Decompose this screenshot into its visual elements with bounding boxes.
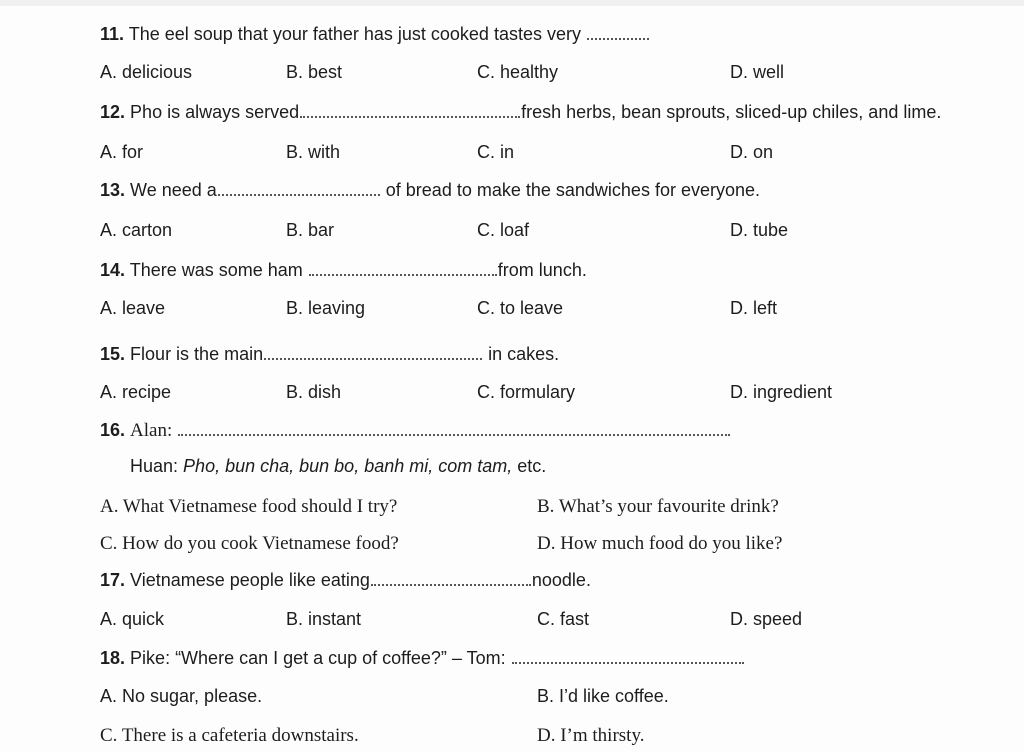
option-b: B. bar <box>286 220 335 240</box>
answer-blank <box>371 570 531 586</box>
option-b: B. dish <box>286 382 342 402</box>
question-text-end: in cakes. <box>483 344 560 364</box>
option-d: D. on <box>730 142 774 162</box>
answer-blank <box>178 420 730 436</box>
question-number: 11. <box>100 24 125 44</box>
question-14 <box>100 258 587 282</box>
question-17 <box>100 568 591 592</box>
option-a: A. recipe <box>100 382 172 402</box>
answer-blank <box>309 260 497 276</box>
option-c: C. There is a cafeteria downstairs. <box>100 725 359 746</box>
question-text: We need a <box>130 180 217 200</box>
option-a: A. What Vietnamese food should I try? <box>100 496 398 517</box>
question-number: 14. <box>100 260 126 280</box>
dialogue-response <box>130 454 546 478</box>
question-18 <box>100 646 745 670</box>
option-d: D. speed <box>730 609 803 629</box>
option-c: C. healthy <box>477 62 559 82</box>
option-a: A. delicious <box>100 62 193 82</box>
option-c: C. to leave <box>477 298 564 318</box>
question-number: 13. <box>100 180 126 200</box>
question-text: Alan: <box>130 420 178 441</box>
question-12 <box>100 100 941 124</box>
question-text: Pike: “Where can I get a cup of coffee?” – Tom: <box>130 648 511 668</box>
option-a: A. for <box>100 142 144 162</box>
option-d: D. left <box>730 298 778 318</box>
option-c: C. fast <box>537 609 590 629</box>
answer-blank <box>587 24 649 40</box>
top-border <box>0 0 1024 6</box>
option-c: C. loaf <box>477 220 530 240</box>
response-text: Pho, bun cha, bun bo, banh mi, com tam, <box>183 456 513 476</box>
option-b: B. leaving <box>286 298 366 318</box>
option-b: B. I’d like coffee. <box>537 686 669 706</box>
option-d: D. tube <box>730 220 789 240</box>
answer-blank <box>300 102 520 118</box>
option-d: D. ingredient <box>730 382 833 402</box>
question-number: 16. <box>100 420 126 440</box>
question-number: 15. <box>100 344 126 364</box>
option-a: A. quick <box>100 609 165 629</box>
question-number: 18. <box>100 648 126 668</box>
option-a: A. carton <box>100 220 173 240</box>
option-d: D. well <box>730 62 785 82</box>
option-b: B. best <box>286 62 343 82</box>
question-text: There was some ham <box>129 260 308 280</box>
option-b: B. with <box>286 142 341 162</box>
question-text-end: noodle. <box>531 570 591 590</box>
response-speaker: Huan: <box>130 456 184 476</box>
option-c: C. in <box>477 142 515 162</box>
option-b: B. instant <box>286 609 362 629</box>
answer-blank <box>264 344 482 360</box>
question-number: 12. <box>100 102 126 122</box>
option-a: A. No sugar, please. <box>100 686 263 706</box>
question-16 <box>100 418 731 443</box>
option-a: A. leave <box>100 298 166 318</box>
question-11 <box>100 22 650 46</box>
question-number: 17. <box>100 570 126 590</box>
question-text-end: fresh herbs, bean sprouts, sliced-up chiles, and lime. <box>521 102 942 122</box>
answer-blank <box>512 648 744 664</box>
option-c: C. How do you cook Vietnamese food? <box>100 533 399 554</box>
option-d: D. I’m thirsty. <box>537 725 645 746</box>
question-13 <box>100 178 760 202</box>
response-suffix: etc. <box>512 456 547 476</box>
question-text-end: from lunch. <box>497 260 587 280</box>
question-text: The eel soup that your father has just cooked tastes very <box>128 24 586 44</box>
question-text-end: of bread to make the sandwiches for everyone. <box>380 180 760 200</box>
option-b: B. What’s your favourite drink? <box>537 496 779 517</box>
answer-blank <box>218 180 380 196</box>
question-text: Pho is always served <box>130 102 300 122</box>
option-d: D. How much food do you like? <box>537 533 783 554</box>
question-text: Flour is the main <box>130 344 264 364</box>
question-text: Vietnamese people like eating <box>130 570 370 590</box>
question-15 <box>100 342 559 366</box>
option-c: C. formulary <box>477 382 576 402</box>
